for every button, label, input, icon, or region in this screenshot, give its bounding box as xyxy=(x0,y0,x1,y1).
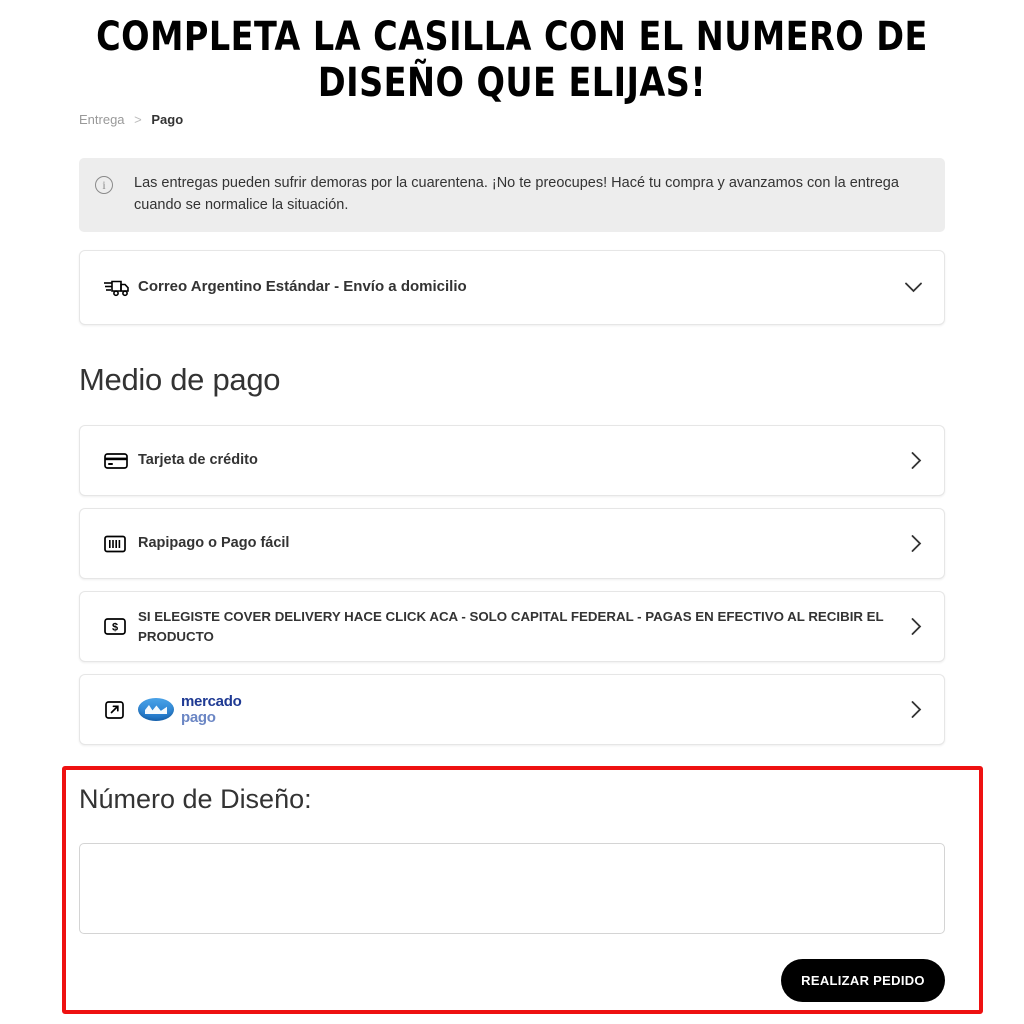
payment-option-label xyxy=(138,694,911,725)
payment-option-label: Rapipago o Pago fácil xyxy=(138,534,290,551)
design-number-label: Número de Diseño: xyxy=(79,784,312,814)
chevron-right-icon[interactable] xyxy=(911,452,922,469)
payment-option-mercado-pago[interactable] xyxy=(79,674,945,745)
chevron-right-icon[interactable] xyxy=(911,618,922,635)
credit-card-icon xyxy=(104,452,138,470)
notice-text: Las entregas pueden sufrir demoras por la cuarentena. ¡No te preocupes! Hacé tu compra y avanzamos con la entrega cuando se normalice la situación. xyxy=(134,175,899,213)
payment-option-credit-card[interactable] xyxy=(79,425,945,496)
breadcrumb-step-entrega[interactable]: Entrega xyxy=(79,112,125,127)
payment-option-label: Tarjeta de crédito xyxy=(138,451,258,468)
submit-order-button[interactable]: REALIZAR PEDIDO xyxy=(781,959,945,1002)
payment-option-rapipago[interactable] xyxy=(79,508,945,579)
quarantine-notice xyxy=(79,158,945,232)
payment-option-cover-delivery[interactable] xyxy=(79,591,945,662)
design-number-input[interactable] xyxy=(79,843,945,934)
mercado-pago-handshake-icon xyxy=(138,698,174,721)
mercado-pago-logo-line1: mercado xyxy=(181,693,242,710)
chevron-right-icon[interactable] xyxy=(911,701,922,718)
mercado-pago-logo xyxy=(138,694,893,725)
page-title: Medio de pago xyxy=(79,362,281,397)
breadcrumb-separator: > xyxy=(134,112,142,127)
chevron-down-icon[interactable] xyxy=(905,282,922,293)
info-icon: i xyxy=(95,176,113,194)
cash-dollar-icon xyxy=(104,617,138,636)
breadcrumb-step-pago: Pago xyxy=(151,112,184,127)
payment-option-label: SI ELEGISTE COVER DELIVERY HACE CLICK ACA - SOLO CAPITAL FEDERAL - PAGAS EN EFECTIVO AL RECIBIR EL PRODUCTO xyxy=(138,609,884,644)
shipping-method-label: Correo Argentino Estándar - Envío a domicilio xyxy=(138,278,467,296)
barcode-icon xyxy=(104,535,138,553)
external-link-icon xyxy=(104,700,138,720)
mercado-pago-logo-line2: pago xyxy=(181,709,216,726)
chevron-right-icon[interactable] xyxy=(911,535,922,552)
truck-icon xyxy=(104,279,138,297)
shipping-method-row[interactable] xyxy=(79,250,945,325)
annotation-headline: COMPLETA LA CASILLA CON EL NUMERO DE DISEÑO QUE ELIJAS! xyxy=(96,14,928,106)
svg-text:$: $ xyxy=(111,621,119,634)
breadcrumb xyxy=(79,112,183,127)
